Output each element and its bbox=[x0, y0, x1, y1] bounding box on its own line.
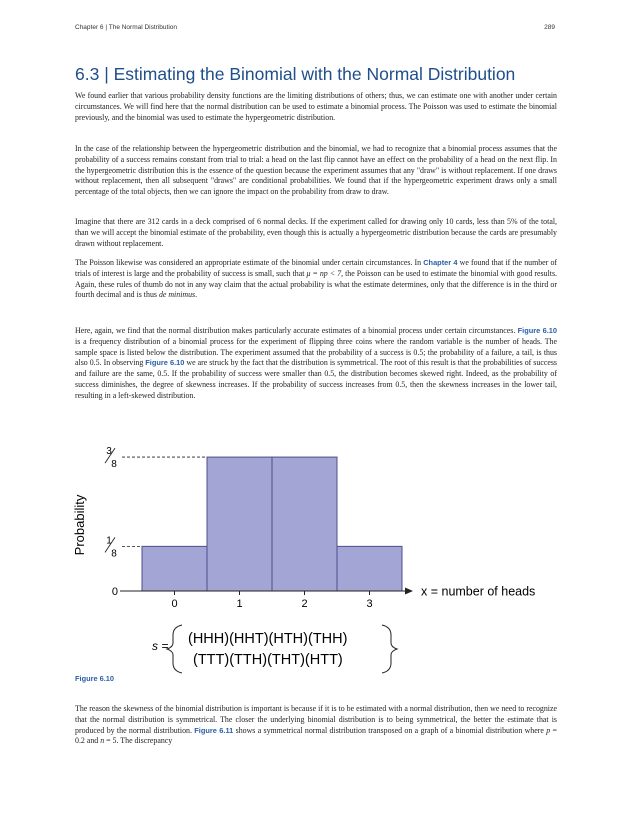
bars-group bbox=[142, 457, 402, 591]
y-tick-numerator: 1 bbox=[106, 535, 112, 547]
y-tick-denominator: 8 bbox=[111, 548, 117, 560]
text-run: Here, again, we find that the normal distribution makes particularly accurate estimates of a binomial process under certain circumstances. bbox=[75, 326, 518, 335]
paragraph-cards-example: Imagine that there are 312 cards in a deck comprised of 6 normal decks. If the experiment called for drawing only 10 cards, less than 5% of the total, than we will accept the binomial estimate of the probability, even though this is actually a hypergeometric distribution because the cards are presumably drawn without replacement. bbox=[75, 217, 557, 248]
math-mu-np: μ = np < 7 bbox=[306, 268, 342, 278]
bar-0 bbox=[142, 546, 207, 591]
x-axis-label: x = number of heads bbox=[421, 584, 536, 599]
section-title: 6.3 | Estimating the Binomial with the Normal Distribution bbox=[75, 64, 516, 84]
figure-binomial-distribution bbox=[70, 425, 570, 675]
y-tick-denominator: 8 bbox=[111, 459, 117, 471]
paragraph-hypergeometric: In the case of the relationship between the hypergeometric distribution and the binomial, we had to recognize that a binomial process assumes that the probability of a success remains constant from trial to trial: a head on the last flip cannot have an effect on the probability of a head on the next flip. In the hypergeometric distribution this is the essence of the question because the experiment assumes that any "draw" is without replacement. If one draws without replacement, then all subsequent "draws" are conditional probabilities. We found that if the hypergeometric experiment draws only a small percentage of the total objects, then we can ignore the impact on the probability from draw to draw. bbox=[75, 144, 557, 197]
x-tick-label: 0 bbox=[171, 598, 178, 610]
sample-space-row-2: (TTT)(TTH)(THT)(HTT) bbox=[193, 652, 343, 668]
bar-2 bbox=[272, 457, 337, 591]
sample-space-label: s = bbox=[152, 639, 169, 653]
page-number: 289 bbox=[544, 24, 555, 31]
x-tick-label: 1 bbox=[236, 598, 243, 610]
x-tick-label: 2 bbox=[301, 598, 308, 610]
text-run: , the Poisson can be used to estimate the binomial with good results. Again, these rules of thumb do not in any way claim that the actual probability is what the estimate determines, only that the difference is in the third or fourth decimal and is thus bbox=[75, 268, 558, 300]
x-tick-label: 3 bbox=[366, 598, 373, 610]
figure-caption: Figure 6.10 bbox=[75, 674, 115, 683]
paragraph-intro: We found earlier that various probability density functions are the limiting distributions of others; thus, we can estimate one with another under certain circumstances. We will find here that the normal distribution can be used to estimate a binomial process. The Poisson was used to estimate the binomial previously, and the binomial was used to estimate the hypergeometric distribution. bbox=[75, 91, 557, 122]
text-run: we are struck by the fact that the distribution is symmetrical. The root of this result is that the probabilities of success and failure are the same, 0.5. If the probability of success were smaller than 0.5, the distribution becomes skewed right. Indeed, as the probability of success diminishes, the degree of skewness increases. If the probability of success increases from 0.5, then the skewness increases in the lower tail, resulting in a left-skewed distribution. bbox=[75, 358, 557, 400]
chapter-4-link[interactable]: Chapter 4 bbox=[423, 258, 458, 267]
text-run: . bbox=[195, 290, 198, 300]
sample-space bbox=[152, 625, 397, 673]
text-run: we found that if the number of trials of interest is large and the probability of success is small, such that bbox=[75, 258, 558, 278]
math-n: n bbox=[100, 736, 105, 746]
figure-6-10-link[interactable]: Figure 6.10 bbox=[517, 326, 557, 335]
right-brace bbox=[382, 625, 397, 673]
italic-de-minimus: de minimus bbox=[158, 290, 196, 300]
bar-3 bbox=[337, 546, 402, 591]
text-run: The Poisson likewise was considered an appropriate estimate of the binomial under certain circumstances. In bbox=[75, 258, 424, 267]
paragraph-normal-estimate bbox=[75, 326, 557, 402]
text-run: = 5. The discrepancy bbox=[104, 736, 173, 746]
text-run: shows a symmetrical normal distribution transposed on a graph of a binomial distribution where bbox=[233, 725, 547, 735]
running-header bbox=[75, 24, 555, 31]
math-p: p bbox=[546, 725, 551, 735]
figure-6-11-link[interactable]: Figure 6.11 bbox=[194, 725, 234, 735]
chapter-label: Chapter 6 | The Normal Distribution bbox=[75, 24, 178, 31]
text-run: = 0.2 and bbox=[75, 725, 557, 746]
y-tick-label-zero: 0 bbox=[111, 586, 118, 598]
text-run: is a frequency distribution of a binomial process for the experiment of flipping three coins where the random variable is the number of heads. The sample space is listed below the distribution. The experiment assumed that the probability of a success is 0.5; the probability of a failure, a tail, is thus also 0.5. In observing bbox=[75, 336, 557, 368]
paragraph-poisson bbox=[75, 258, 557, 301]
sample-space-row-1: (HHH)(HHT)(HTH)(THH) bbox=[188, 631, 348, 647]
x-axis-arrow bbox=[405, 588, 413, 595]
left-brace bbox=[167, 625, 182, 673]
y-axis-label: Probability bbox=[72, 494, 87, 556]
figure-6-10-link-2[interactable]: Figure 6.10 bbox=[145, 358, 185, 368]
text-run: The reason the skewness of the binomial distribution is important is because if it is to be estimated with a normal distribution, then we need to recognize that the normal distribution is symmetrical. The closer the underlying binomial distribution is to being symmetrical, the better the estimate that is produced by the normal distribution. bbox=[75, 704, 557, 735]
y-tick-numerator: 3 bbox=[106, 446, 112, 458]
paragraph-skewness bbox=[75, 704, 557, 747]
binomial-bar-chart bbox=[70, 425, 570, 675]
bar-1 bbox=[207, 457, 272, 591]
